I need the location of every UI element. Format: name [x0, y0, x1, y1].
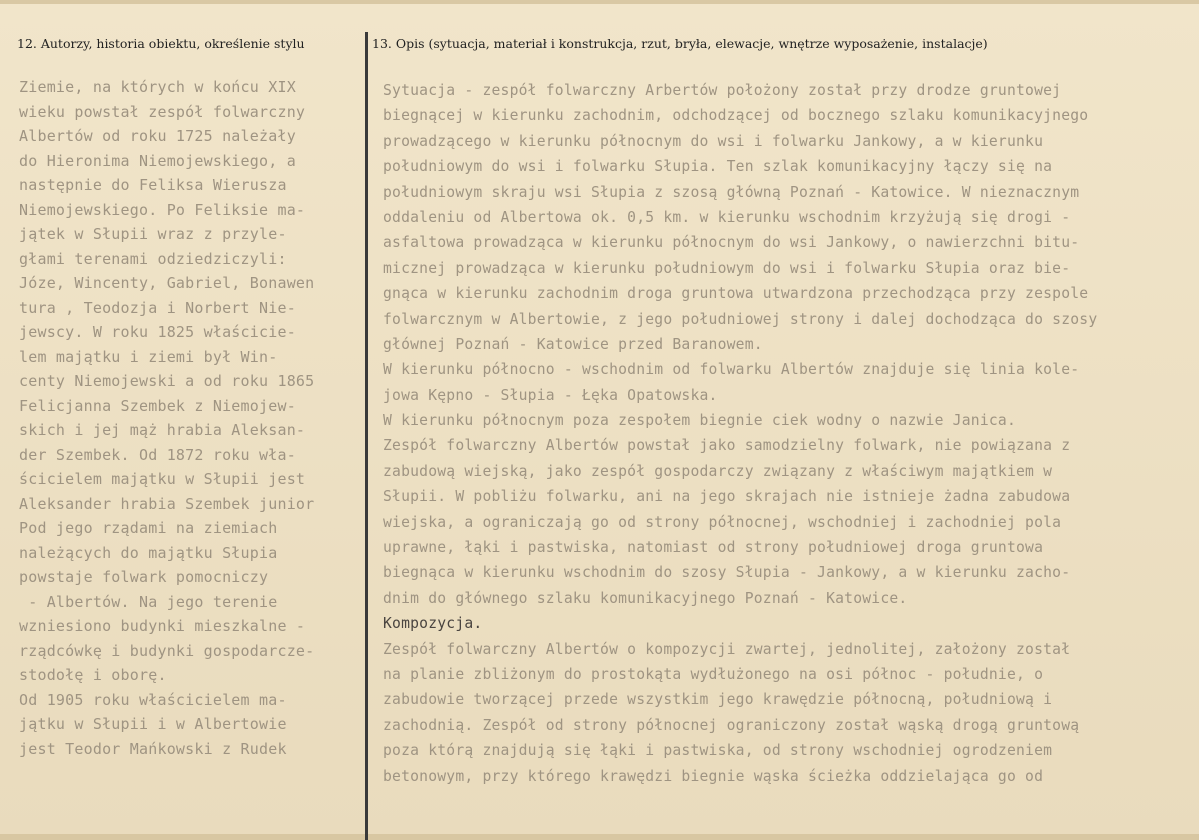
text-line: poza którą znajdują się łąki i pastwiska, od strony wschodniej ogrodzeniem [383, 742, 1053, 760]
text-line: powstaje folwark pomocniczy [19, 568, 269, 586]
text-line: ścicielem majątku w Słupii jest [19, 470, 306, 488]
text-line: Niemojewskiego. Po Feliksie ma- [19, 200, 306, 219]
text-line: Słupii. W pobliżu folwarku, ani na jego skrajach nie istnieje żadna zabudowa [383, 488, 1071, 506]
text-line: rządcówkę i budynki gospodarcze- [19, 641, 315, 660]
text-line: der Szembek. Od 1872 roku wła- [19, 445, 296, 464]
text-line: jewscy. W roku 1825 właścicie- [19, 323, 296, 341]
text-line: biegnącej w kierunku zachodnim, odchodzącej od bocznego szlaku komunikacyjnego [383, 107, 1089, 125]
text-line: lem majątku i ziemi był Win- [19, 347, 278, 366]
text-line: asfaltowa prowadząca w kierunku północnym do wsi Jankowy, o nawierzchni bitu- [383, 234, 1080, 252]
text-line: jowa Kępno - Słupia - Łęka Opatowska. [383, 386, 718, 404]
text-line: betonowym, przy którego krawędzi biegnie wąska ścieżka oddzielająca go od [383, 767, 1044, 785]
top-edge [0, 0, 1199, 4]
text-line: południowym skraju wsi Słupia z szosą główną Poznań - Katowice. W nieznacznym [383, 183, 1080, 201]
text-line: południowym do wsi i folwarku Słupia. Ten szlak komunikacyjny łączy się na [383, 158, 1053, 176]
text-line: wiejska, a ograniczają go od strony północnej, wschodniej i zachodniej pola [383, 513, 1062, 531]
text-line: należących do majątku Słupia [19, 543, 278, 562]
text-line: oddaleniu od Albertowa ok. 0,5 km. w kierunku wschodnim krzyżują się drogi - [383, 208, 1071, 226]
text-line: zachodnią. Zespół od strony północnej ograniczony został wąską drogą gruntową [383, 716, 1080, 734]
text-line: tura , Teodozja i Norbert Nie- [19, 298, 296, 317]
text-line: Józe, Wincenty, Gabriel, Bonawen [19, 274, 315, 292]
text-line: Od 1905 roku właścicielem ma- [19, 690, 287, 709]
text-line: gnąca w kierunku zachodnim droga gruntowa utwardzona przechodząca przy zespole [383, 285, 1089, 303]
text-line: wzniesiono budynki mieszkalne - [19, 617, 306, 635]
description-text-column [383, 78, 1183, 789]
text-line: wieku powstał zespół folwarczny [19, 102, 306, 121]
bottom-edge [0, 834, 1199, 840]
text-line: Zespół folwarczny Albertów o kompozycji zwartej, jednolitej, założony został [383, 640, 1071, 658]
text-line: Felicjanna Szembek z Niemojew- [19, 396, 296, 415]
column-divider [365, 32, 368, 840]
text-line: głównej Poznań - Katowice przed Baranowem. [383, 335, 763, 353]
text-line: biegnąca w kierunku wschodnim do szosy Słupia - Jankowy, a w kierunku zacho- [383, 564, 1071, 582]
text-line: micznej prowadząca w kierunku południowym do wsi i folwarku Słupia oraz bie- [383, 259, 1071, 277]
text-line: na planie zbliżonym do prostokąta wydłużonego na osi północ - południe, o [383, 665, 1044, 683]
text-line: do Hieronima Niemojewskiego, a [19, 151, 296, 170]
text-line: jątek w Słupii wraz z przyle- [19, 225, 287, 243]
text-line: Pod jego rządami na ziemiach [19, 519, 278, 537]
text-line: uprawne, łąki i pastwiska, natomiast od strony południowej droga gruntowa [383, 539, 1044, 557]
text-line: W kierunku północnym poza zespołem biegnie ciek wodny o nazwie Janica. [383, 412, 1016, 430]
text-line: zabudowie tworzącej przede wszystkim jego krawędzie północną, południową i [383, 691, 1053, 709]
history-text-column [19, 75, 349, 761]
text-line: - Albertów. Na jego terenie [19, 592, 278, 611]
text-line: głami terenami odziedziczyli: [19, 249, 287, 268]
text-line: folwarcznym w Albertowie, z jego południowej strony i dalej dochodząca do szosy [383, 310, 1098, 328]
text-line: jest Teodor Mańkowski z Rudek [19, 739, 287, 758]
text-line: Aleksander hrabia Szembek junior [19, 494, 315, 513]
text-line: zabudową wiejską, jako zespół gospodarczy związany z właściwym majątkiem w [383, 462, 1053, 480]
text-line: centy Niemojewski a od roku 1865 [19, 372, 315, 390]
text-line: Sytuacja - zespół folwarczny Arbertów położony został przy drodze gruntowej [383, 82, 1062, 99]
section-13-header: 13. Opis (sytuacja, materiał i konstrukcja, rzut, bryła, elewacje, wnętrze wyposażenie, instalacje) [372, 36, 988, 51]
text-line: jątku w Słupii i w Albertowie [19, 715, 287, 733]
section-heading-kompozycja: Kompozycja. [383, 615, 483, 633]
section-12-header: 12. Autorzy, historia obiektu, określenie stylu [17, 36, 305, 51]
text-line: następnie do Feliksa Wierusza [19, 176, 287, 194]
text-line: Zespół folwarczny Albertów powstał jako samodzielny folwark, nie powiązana z [383, 437, 1071, 455]
text-line: Albertów od roku 1725 należały [19, 127, 296, 145]
text-line: skich i jej mąż hrabia Aleksan- [19, 421, 306, 439]
text-line: stodołę i oborę. [19, 666, 167, 684]
text-line: dnim do głównego szlaku komunikacyjnego Poznań - Katowice. [383, 589, 908, 607]
text-line: prowadzącego w kierunku północnym do wsi i folwarku Jankowy, a w kierunku [383, 132, 1044, 150]
text-line: W kierunku północno - wschodnim od folwarku Albertów znajduje się linia kole- [383, 361, 1080, 379]
text-line: Ziemie, na których w końcu XIX [19, 78, 296, 96]
